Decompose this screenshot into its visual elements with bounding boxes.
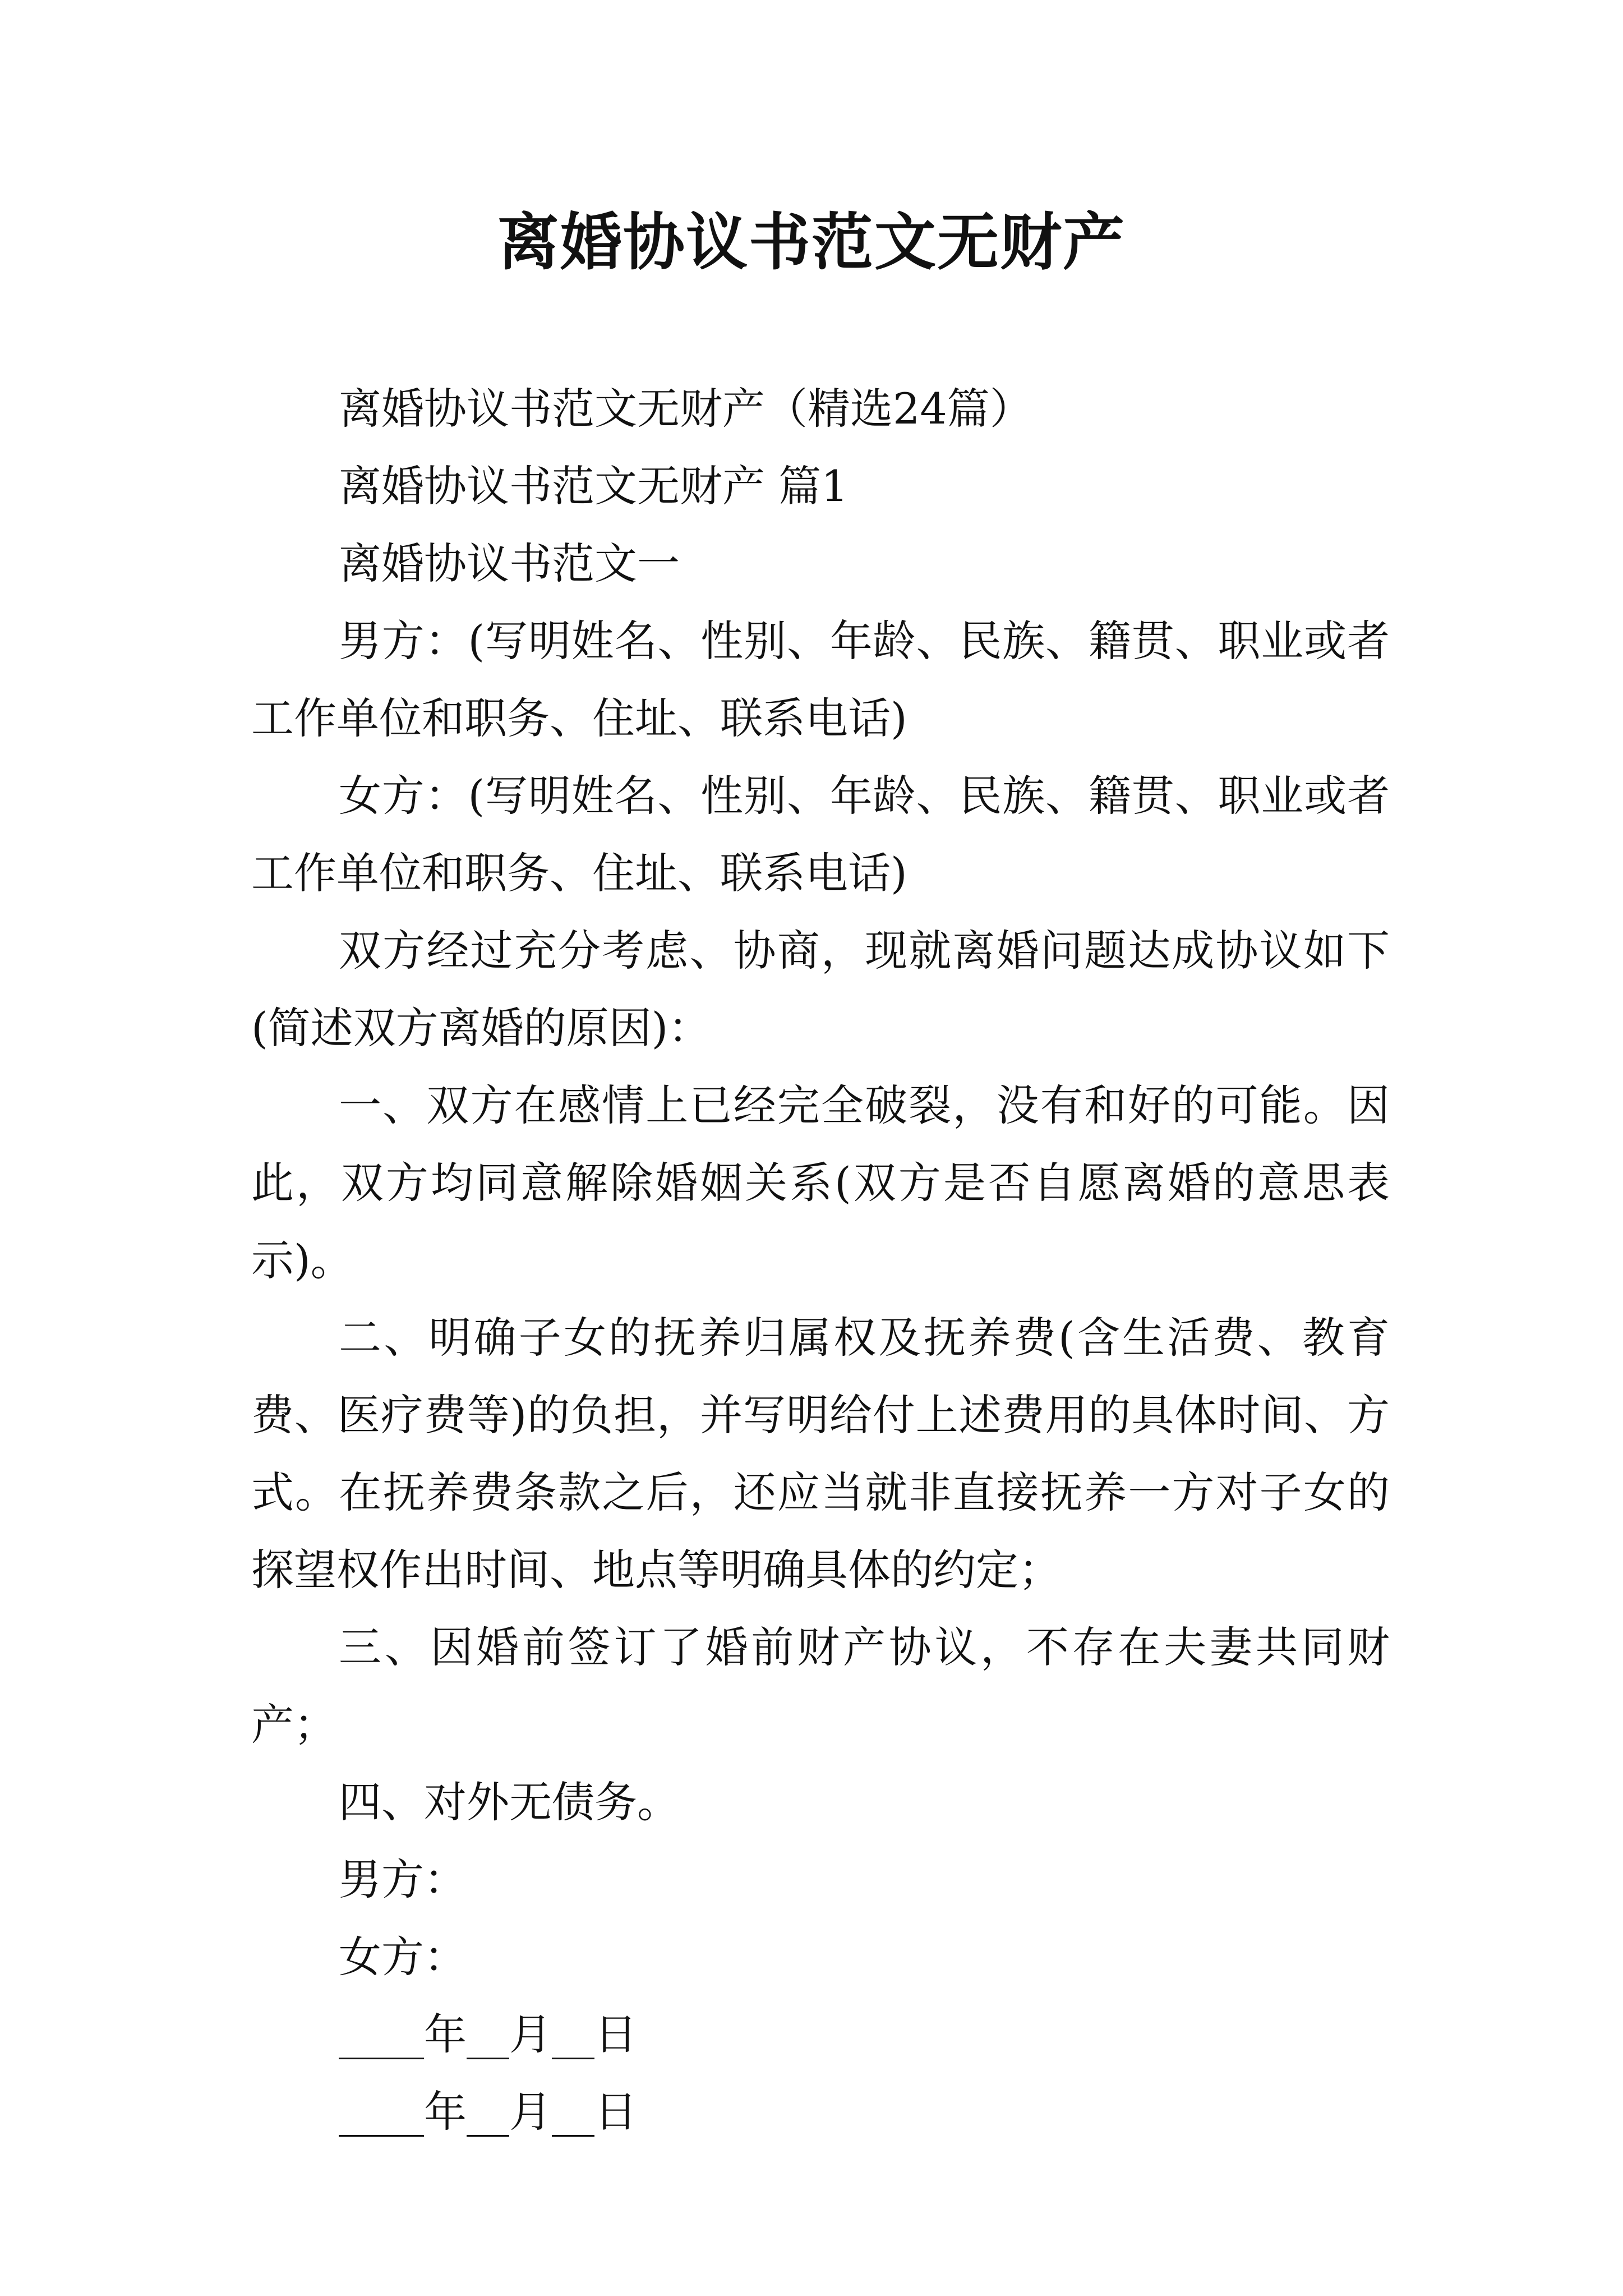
clause-two-paragraph: 二、明确子女的抚养归属权及抚养费(含生活费、教育费、医疗费等)的负担，并写明给付上述费用的具体时间、方式。在抚养费条款之后，还应当就非直接抚养一方对子女的探望权作出时间、地点等明确具体的约定； [251, 1313, 1390, 1595]
date-line: ____年__月__日 [339, 2009, 637, 2059]
document-title: 离婚协议书范文无财产 [497, 206, 1126, 278]
clause-three-paragraph: 三、因婚前签订了婚前财产协议，不存在夫妻共同财产； [251, 1622, 1390, 1750]
male-party-paragraph: 男方：(写明姓名、性别、年龄、民族、籍贯、职业或者工作单位和职务、住址、联系电话) [251, 616, 1390, 743]
section-heading: 离婚协议书范文无财产 篇1 [339, 461, 849, 511]
agreement-intro-paragraph: 双方经过充分考虑、协商，现就离婚问题达成协议如下(简述双方离婚的原因)： [251, 926, 1390, 1053]
sample-heading: 离婚协议书范文一 [339, 539, 680, 588]
document-body [251, 370, 1390, 2151]
clause-four-paragraph: 四、对外无债务。 [339, 1777, 680, 1827]
female-signature-label: 女方： [339, 1932, 467, 1982]
male-signature-label: 男方： [339, 1855, 467, 1904]
date-line: ____年__月__日 [339, 2087, 637, 2137]
clause-one-paragraph: 一、双方在感情上已经完全破裂，没有和好的可能。因此，双方均同意解除婚姻关系(双方是否自愿离婚的意思表示)。 [251, 1080, 1390, 1285]
female-party-paragraph: 女方：(写明姓名、性别、年龄、民族、籍贯、职业或者工作单位和职务、住址、联系电话) [251, 771, 1390, 898]
document-subtitle: 离婚协议书范文无财产（精选24篇） [339, 384, 1032, 434]
